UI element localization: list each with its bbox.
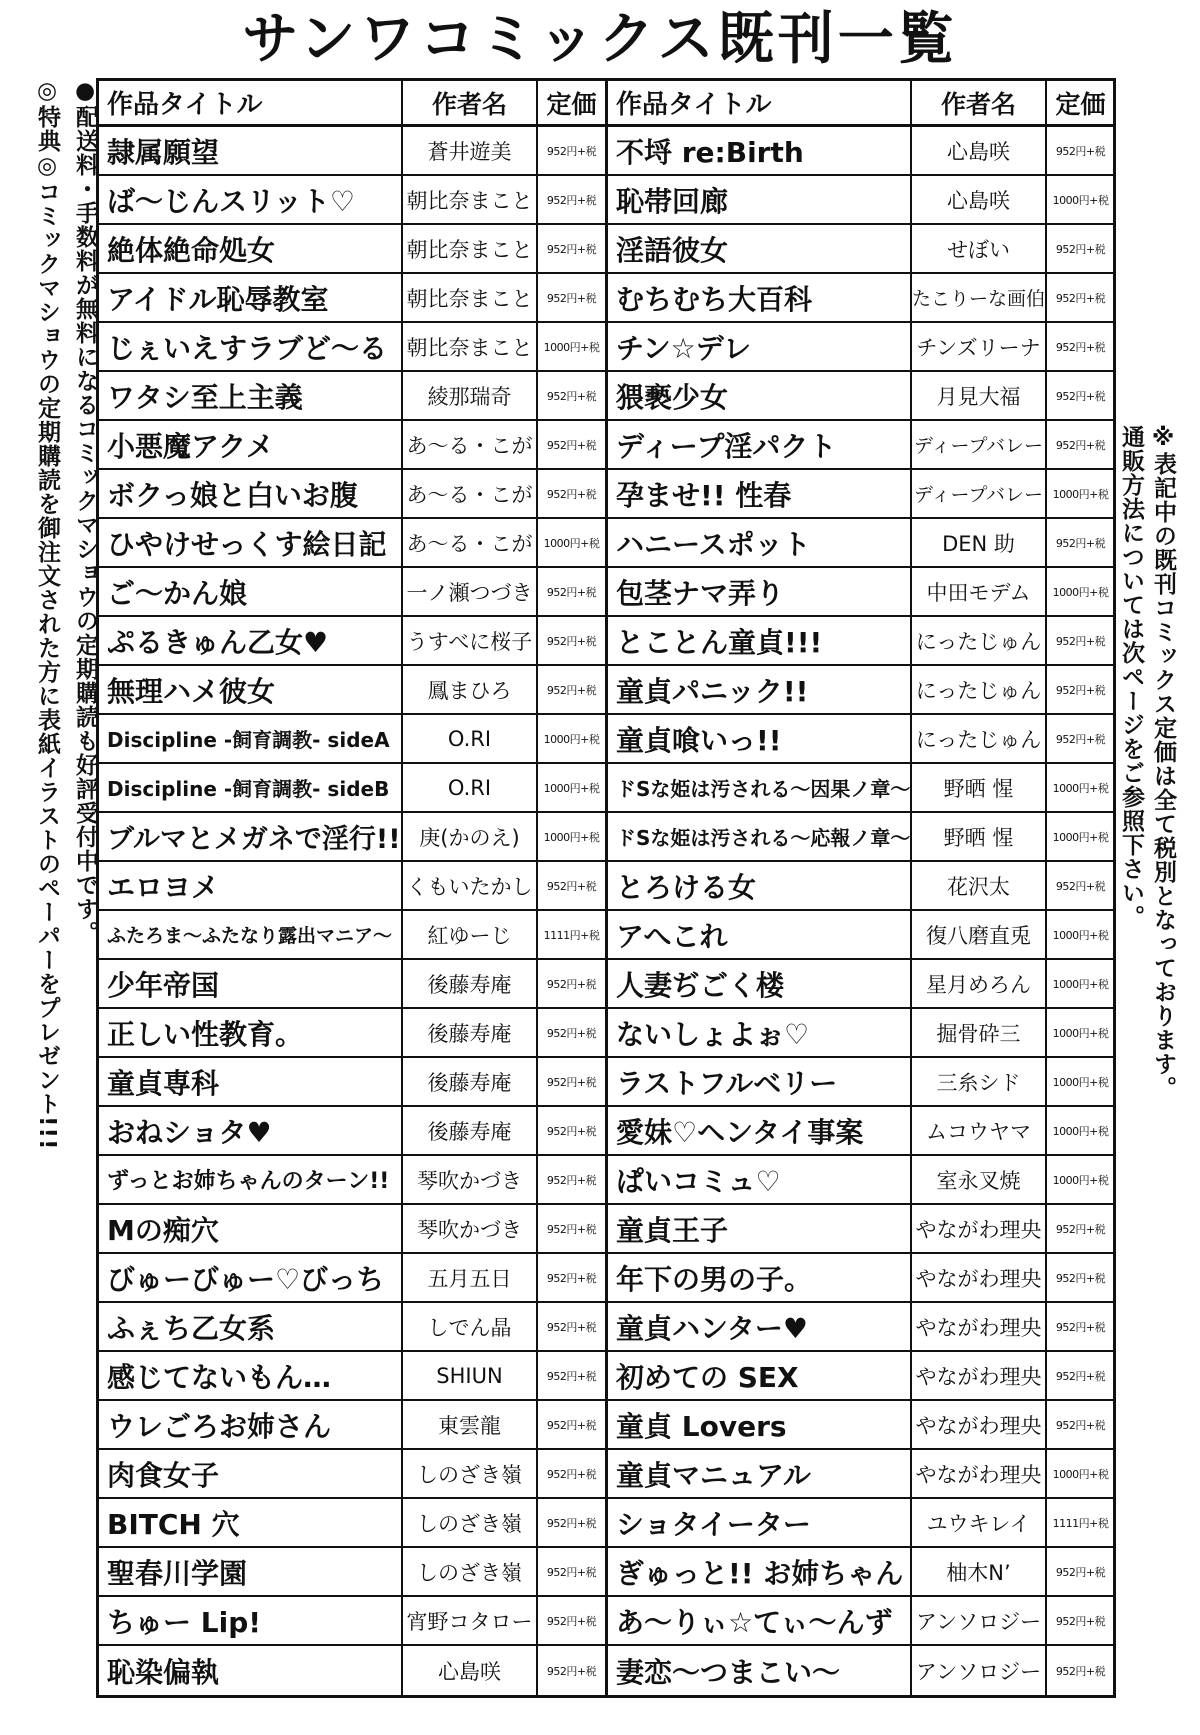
table-row — [99, 519, 605, 568]
book-author: チンズリーナ — [912, 323, 1047, 370]
table-row — [608, 1058, 1114, 1107]
book-title: ワタシ至上主義 — [99, 372, 403, 419]
book-author: うすべに桜子 — [403, 617, 538, 664]
book-price: 1000円+税 — [1052, 1075, 1109, 1089]
table-row — [608, 421, 1114, 470]
book-author: ディープバレー — [912, 421, 1047, 468]
book-price: 952円+税 — [546, 438, 597, 452]
book-author: 心島咲 — [912, 127, 1047, 174]
book-title: 恥染偏執 — [99, 1646, 403, 1695]
book-author: 中田モデム — [912, 568, 1047, 615]
book-price: 952円+税 — [546, 1664, 597, 1678]
book-price: 952円+税 — [546, 1222, 597, 1236]
book-author: 後藤寿庵 — [403, 960, 538, 1007]
book-author: にったじゅん — [912, 617, 1047, 664]
book-author: あ〜る・こが — [403, 421, 538, 468]
book-author: あ〜る・こが — [403, 519, 538, 566]
book-author: たこりーな画伯 — [912, 274, 1047, 321]
book-title: 肉食女子 — [99, 1450, 403, 1497]
book-title: ふぇち乙女系 — [99, 1303, 403, 1350]
book-title: 猥褻少女 — [608, 372, 912, 419]
book-price: 952円+税 — [1055, 291, 1106, 305]
book-price: 1000円+税 — [1052, 977, 1109, 991]
book-title: Discipline -飼育調教- sideB — [99, 764, 403, 811]
book-author: 東雲龍 — [403, 1401, 538, 1448]
book-title: むちむち大百科 — [608, 274, 912, 321]
table-row — [608, 519, 1114, 568]
book-title: アへこれ — [608, 911, 912, 958]
book-price: 952円+税 — [546, 1124, 597, 1138]
book-author: やながわ理央 — [912, 1254, 1047, 1301]
table-row — [608, 911, 1114, 960]
book-title: ぱいコミュ♡ — [608, 1156, 912, 1203]
table-row — [608, 372, 1114, 421]
book-title: アイドル恥辱教室 — [99, 274, 403, 321]
book-title: 童貞王子 — [608, 1205, 912, 1252]
book-title: 少年帝国 — [99, 960, 403, 1007]
header-price: 定価 — [1055, 89, 1106, 119]
book-title: 絶体絶命処女 — [99, 225, 403, 272]
catalog-table — [96, 78, 1116, 1698]
book-title: ドSな姫は汚される〜因果ノ章〜 — [608, 764, 912, 811]
tax-note: ※表記中の既刊コミックス定価は全て税別となっております。 — [1150, 425, 1176, 1100]
book-price: 1000円+税 — [1052, 1026, 1109, 1040]
book-title: 童貞ハンター♥ — [608, 1303, 912, 1350]
book-title: ボクっ娘と白いお腹 — [99, 470, 403, 517]
book-author: 琴吹かづき — [403, 1156, 538, 1203]
catalog-left-column — [99, 81, 605, 1695]
table-row — [608, 960, 1114, 1009]
book-price: 952円+税 — [546, 1075, 597, 1089]
book-price: 952円+税 — [1055, 1320, 1106, 1334]
book-author: 室永叉焼 — [912, 1156, 1047, 1203]
table-row — [99, 1205, 605, 1254]
table-row — [608, 1254, 1114, 1303]
book-author: 朝比奈まこと — [403, 225, 538, 272]
book-title: ディープ淫パクト — [608, 421, 912, 468]
book-author: 宵野コタロー — [403, 1597, 538, 1644]
book-author: 琴吹かづき — [403, 1205, 538, 1252]
table-row — [608, 813, 1114, 862]
table-row — [99, 1646, 605, 1695]
book-author: やながわ理央 — [912, 1303, 1047, 1350]
table-row — [99, 764, 605, 813]
book-title: ちゅー Lip! — [99, 1597, 403, 1644]
book-title: ドSな姫は汚される〜応報ノ章〜 — [608, 813, 912, 860]
book-price: 1000円+税 — [543, 340, 600, 354]
header-author: 作者名 — [403, 81, 538, 124]
table-row — [99, 715, 605, 764]
book-title: 童貞喰いっ!! — [608, 715, 912, 762]
book-author: せぼい — [912, 225, 1047, 272]
book-author: 朝比奈まこと — [403, 323, 538, 370]
right-side-notes — [1116, 425, 1178, 1725]
book-title: チン☆デレ — [608, 323, 912, 370]
table-row — [608, 1156, 1114, 1205]
table-row — [608, 617, 1114, 666]
book-author: 月見大福 — [912, 372, 1047, 419]
book-price: 1000円+税 — [1052, 585, 1109, 599]
table-row — [99, 127, 605, 176]
book-author: あ〜る・こが — [403, 470, 538, 517]
book-price: 952円+税 — [546, 291, 597, 305]
book-title: びゅーびゅー♡びっち — [99, 1254, 403, 1301]
book-price: 952円+税 — [546, 389, 597, 403]
book-price: 1000円+税 — [1052, 830, 1109, 844]
book-price: 952円+税 — [1055, 1271, 1106, 1285]
book-price: 1000円+税 — [543, 536, 600, 550]
book-price: 952円+税 — [546, 585, 597, 599]
book-price: 952円+税 — [546, 977, 597, 991]
book-title: Mの痴穴 — [99, 1205, 403, 1252]
book-price: 952円+税 — [1055, 1418, 1106, 1432]
book-title: 人妻ぢごく楼 — [608, 960, 912, 1007]
book-price: 952円+税 — [1055, 144, 1106, 158]
book-title: 無理ハメ彼女 — [99, 666, 403, 713]
book-author: 柚木N’ — [912, 1548, 1047, 1595]
table-row — [608, 1009, 1114, 1058]
bonus-note: ◎特典◎コミックマショウの定期購読を御注文された方に表紙イラストのペーパーをプレゼント!!! — [34, 78, 60, 1151]
book-author: 花沢太 — [912, 862, 1047, 909]
book-author: 綾那瑞奇 — [403, 372, 538, 419]
book-author: ディープバレー — [912, 470, 1047, 517]
book-title: 年下の男の子。 — [608, 1254, 912, 1301]
book-title: ぎゅっと!! お姉ちゃん — [608, 1548, 912, 1595]
table-row — [99, 1450, 605, 1499]
book-title: 初めての SEX — [608, 1352, 912, 1399]
table-row — [99, 1352, 605, 1401]
table-row — [608, 127, 1114, 176]
book-title: 童貞 Lovers — [608, 1401, 912, 1448]
book-price: 952円+税 — [546, 1271, 597, 1285]
book-title: 妻恋〜つまこい〜 — [608, 1646, 912, 1695]
book-author: 心島咲 — [912, 176, 1047, 223]
book-price: 1111円+税 — [1052, 1516, 1109, 1530]
book-price: 952円+税 — [546, 879, 597, 893]
book-author: 庚(かのえ) — [403, 813, 538, 860]
book-author: O.RI — [403, 764, 538, 811]
book-title: ご〜かん娘 — [99, 568, 403, 615]
book-price: 1000円+税 — [543, 830, 600, 844]
book-price: 952円+税 — [546, 683, 597, 697]
table-row — [99, 1401, 605, 1450]
book-title: ずっとお姉ちゃんのターン!! — [99, 1156, 403, 1203]
table-row — [99, 568, 605, 617]
left-side-notes — [22, 78, 102, 1698]
table-header-row — [608, 81, 1114, 127]
book-price: 952円+税 — [1055, 1565, 1106, 1579]
book-author: 星月めろん — [912, 960, 1047, 1007]
book-title: 恥帯回廊 — [608, 176, 912, 223]
book-author: 掘骨砕三 — [912, 1009, 1047, 1056]
book-author: DEN 助 — [912, 519, 1047, 566]
book-title: 正しい性教育。 — [99, 1009, 403, 1056]
book-author: にったじゅん — [912, 666, 1047, 713]
book-author: O.RI — [403, 715, 538, 762]
book-author: SHIUN — [403, 1352, 538, 1399]
book-author: 復八磨直兎 — [912, 911, 1047, 958]
book-author: 心島咲 — [403, 1646, 538, 1695]
book-title: 感じてないもん… — [99, 1352, 403, 1399]
book-price: 952円+税 — [1055, 242, 1106, 256]
book-title: とことん童貞!!! — [608, 617, 912, 664]
table-row — [608, 323, 1114, 372]
table-header-row — [99, 81, 605, 127]
table-row — [99, 372, 605, 421]
book-price: 952円+税 — [1055, 1369, 1106, 1383]
book-price: 952円+税 — [546, 1418, 597, 1432]
book-title: 淫語彼女 — [608, 225, 912, 272]
book-price: 952円+税 — [1055, 683, 1106, 697]
page-title: サンワコミックス既刊一覧 — [242, 7, 958, 72]
book-price: 1000円+税 — [1052, 487, 1109, 501]
table-row — [99, 1156, 605, 1205]
book-author: ムコウヤマ — [912, 1107, 1047, 1154]
book-price: 952円+税 — [1055, 1664, 1106, 1678]
table-row — [608, 1303, 1114, 1352]
header-title: 作品タイトル — [608, 81, 912, 124]
mail-order-note: 通販方法については次ページをご参照下さい。 — [1118, 425, 1144, 929]
book-price: 1000円+税 — [543, 781, 600, 795]
table-row — [608, 225, 1114, 274]
book-author: やながわ理央 — [912, 1401, 1047, 1448]
book-author: 野晒 惺 — [912, 813, 1047, 860]
book-title: 小悪魔アクメ — [99, 421, 403, 468]
book-author: 紅ゆーじ — [403, 911, 538, 958]
book-author: しのざき嶺 — [403, 1450, 538, 1497]
book-price: 1000円+税 — [1052, 1173, 1109, 1187]
book-author: やながわ理央 — [912, 1205, 1047, 1252]
header-price: 定価 — [546, 89, 597, 119]
book-price: 952円+税 — [546, 144, 597, 158]
book-author: やながわ理央 — [912, 1352, 1047, 1399]
table-row — [608, 1646, 1114, 1695]
book-title: 愛妹♡ヘンタイ事案 — [608, 1107, 912, 1154]
book-author: 三糸シド — [912, 1058, 1047, 1105]
table-row — [608, 1597, 1114, 1646]
book-author: アンソロジー — [912, 1646, 1047, 1695]
book-price: 1000円+税 — [543, 732, 600, 746]
book-title: ショタイーター — [608, 1499, 912, 1546]
table-row — [99, 1058, 605, 1107]
book-author: 後藤寿庵 — [403, 1058, 538, 1105]
book-price: 1000円+税 — [1052, 928, 1109, 942]
book-price: 952円+税 — [546, 1467, 597, 1481]
book-author: やながわ理央 — [912, 1450, 1047, 1497]
table-row — [608, 274, 1114, 323]
book-price: 952円+税 — [546, 1614, 597, 1628]
table-row — [608, 862, 1114, 911]
table-row — [608, 1352, 1114, 1401]
book-title: ぷるきゅん乙女♥ — [99, 617, 403, 664]
book-title: 隷属願望 — [99, 127, 403, 174]
book-author: しのざき嶺 — [403, 1499, 538, 1546]
book-price: 952円+税 — [546, 634, 597, 648]
table-row — [608, 1548, 1114, 1597]
book-price: 952円+税 — [1055, 634, 1106, 648]
book-title: あ〜りぃ☆てぃ〜んず — [608, 1597, 912, 1644]
book-price: 952円+税 — [546, 1565, 597, 1579]
book-title: ば〜じんスリット♡ — [99, 176, 403, 223]
book-title: BITCH 穴 — [99, 1499, 403, 1546]
book-author: 野晒 惺 — [912, 764, 1047, 811]
book-author: 朝比奈まこと — [403, 274, 538, 321]
book-price: 1000円+税 — [1052, 193, 1109, 207]
book-price: 1000円+税 — [1052, 781, 1109, 795]
book-author: 後藤寿庵 — [403, 1009, 538, 1056]
book-title: 包茎ナマ弄り — [608, 568, 912, 615]
book-title: ふたろま〜ふたなり露出マニア〜 — [99, 911, 403, 958]
table-row — [99, 421, 605, 470]
book-title: ハニースポット — [608, 519, 912, 566]
book-title: 不埒 re:Birth — [608, 127, 912, 174]
book-title: Discipline -飼育調教- sideA — [99, 715, 403, 762]
table-row — [99, 1303, 605, 1352]
book-title: 童貞専科 — [99, 1058, 403, 1105]
table-row — [99, 176, 605, 225]
table-row — [608, 1450, 1114, 1499]
table-row — [99, 960, 605, 1009]
table-row — [99, 274, 605, 323]
book-author: にったじゅん — [912, 715, 1047, 762]
table-row — [608, 666, 1114, 715]
book-price: 952円+税 — [546, 242, 597, 256]
book-title: 孕ませ!! 性春 — [608, 470, 912, 517]
table-row — [99, 617, 605, 666]
book-title: ラストフルベリー — [608, 1058, 912, 1105]
table-row — [99, 666, 605, 715]
book-price: 952円+税 — [546, 1369, 597, 1383]
table-row — [99, 911, 605, 960]
book-price: 952円+税 — [1055, 536, 1106, 550]
book-title: 聖春川学園 — [99, 1548, 403, 1595]
shipping-note: ●配送料・手数料が無料になるコミックマショウの定期購読も好評受付中です。 — [72, 78, 98, 945]
table-row — [99, 813, 605, 862]
book-price: 952円+税 — [1055, 1614, 1106, 1628]
book-price: 952円+税 — [546, 1516, 597, 1530]
table-row — [608, 176, 1114, 225]
book-author: 鳳まひろ — [403, 666, 538, 713]
table-row — [608, 1205, 1114, 1254]
table-row — [99, 225, 605, 274]
book-price: 952円+税 — [546, 193, 597, 207]
book-price: 1000円+税 — [1052, 1467, 1109, 1481]
table-row — [99, 1597, 605, 1646]
table-row — [99, 1254, 605, 1303]
table-row — [608, 764, 1114, 813]
table-row — [608, 568, 1114, 617]
table-row — [99, 1107, 605, 1156]
book-title: おねショタ♥ — [99, 1107, 403, 1154]
book-title: 童貞マニュアル — [608, 1450, 912, 1497]
book-price: 952円+税 — [1055, 389, 1106, 403]
catalog-right-column — [605, 81, 1114, 1695]
book-author: くもいたかし — [403, 862, 538, 909]
book-author: しでん晶 — [403, 1303, 538, 1350]
book-title: 童貞パニック!! — [608, 666, 912, 713]
table-row — [608, 470, 1114, 519]
book-author: アンソロジー — [912, 1597, 1047, 1644]
book-author: 後藤寿庵 — [403, 1107, 538, 1154]
table-row — [608, 1499, 1114, 1548]
book-price: 952円+税 — [546, 1320, 597, 1334]
book-title: ブルマとメガネで淫行!! — [99, 813, 403, 860]
book-price: 952円+税 — [546, 1026, 597, 1040]
table-row — [99, 470, 605, 519]
book-price: 952円+税 — [1055, 879, 1106, 893]
book-title: じぇいえすラブど〜る — [99, 323, 403, 370]
table-row — [99, 1548, 605, 1597]
table-row — [608, 1107, 1114, 1156]
book-author: 蒼井遊美 — [403, 127, 538, 174]
book-price: 952円+税 — [1055, 340, 1106, 354]
book-author: 一ノ瀬つづき — [403, 568, 538, 615]
table-row — [99, 862, 605, 911]
book-title: とろける女 — [608, 862, 912, 909]
book-price: 1000円+税 — [1052, 1124, 1109, 1138]
header-author: 作者名 — [912, 81, 1047, 124]
book-title: エロヨメ — [99, 862, 403, 909]
table-row — [608, 715, 1114, 764]
book-price: 952円+税 — [1055, 438, 1106, 452]
book-price: 952円+税 — [1055, 1222, 1106, 1236]
table-row — [99, 1009, 605, 1058]
book-price: 952円+税 — [546, 487, 597, 501]
book-price: 952円+税 — [1055, 732, 1106, 746]
book-title: ひやけせっくす絵日記 — [99, 519, 403, 566]
table-row — [99, 1499, 605, 1548]
book-title: ウレごろお姉さん — [99, 1401, 403, 1448]
table-row — [99, 323, 605, 372]
book-author: 朝比奈まこと — [403, 176, 538, 223]
book-author: しのざき嶺 — [403, 1548, 538, 1595]
table-row — [608, 1401, 1114, 1450]
book-price: 1111円+税 — [543, 928, 600, 942]
book-price: 952円+税 — [546, 1173, 597, 1187]
book-title: ないしょよぉ♡ — [608, 1009, 912, 1056]
book-author: ユウキレイ — [912, 1499, 1047, 1546]
header-title: 作品タイトル — [99, 81, 403, 124]
book-author: 五月五日 — [403, 1254, 538, 1301]
